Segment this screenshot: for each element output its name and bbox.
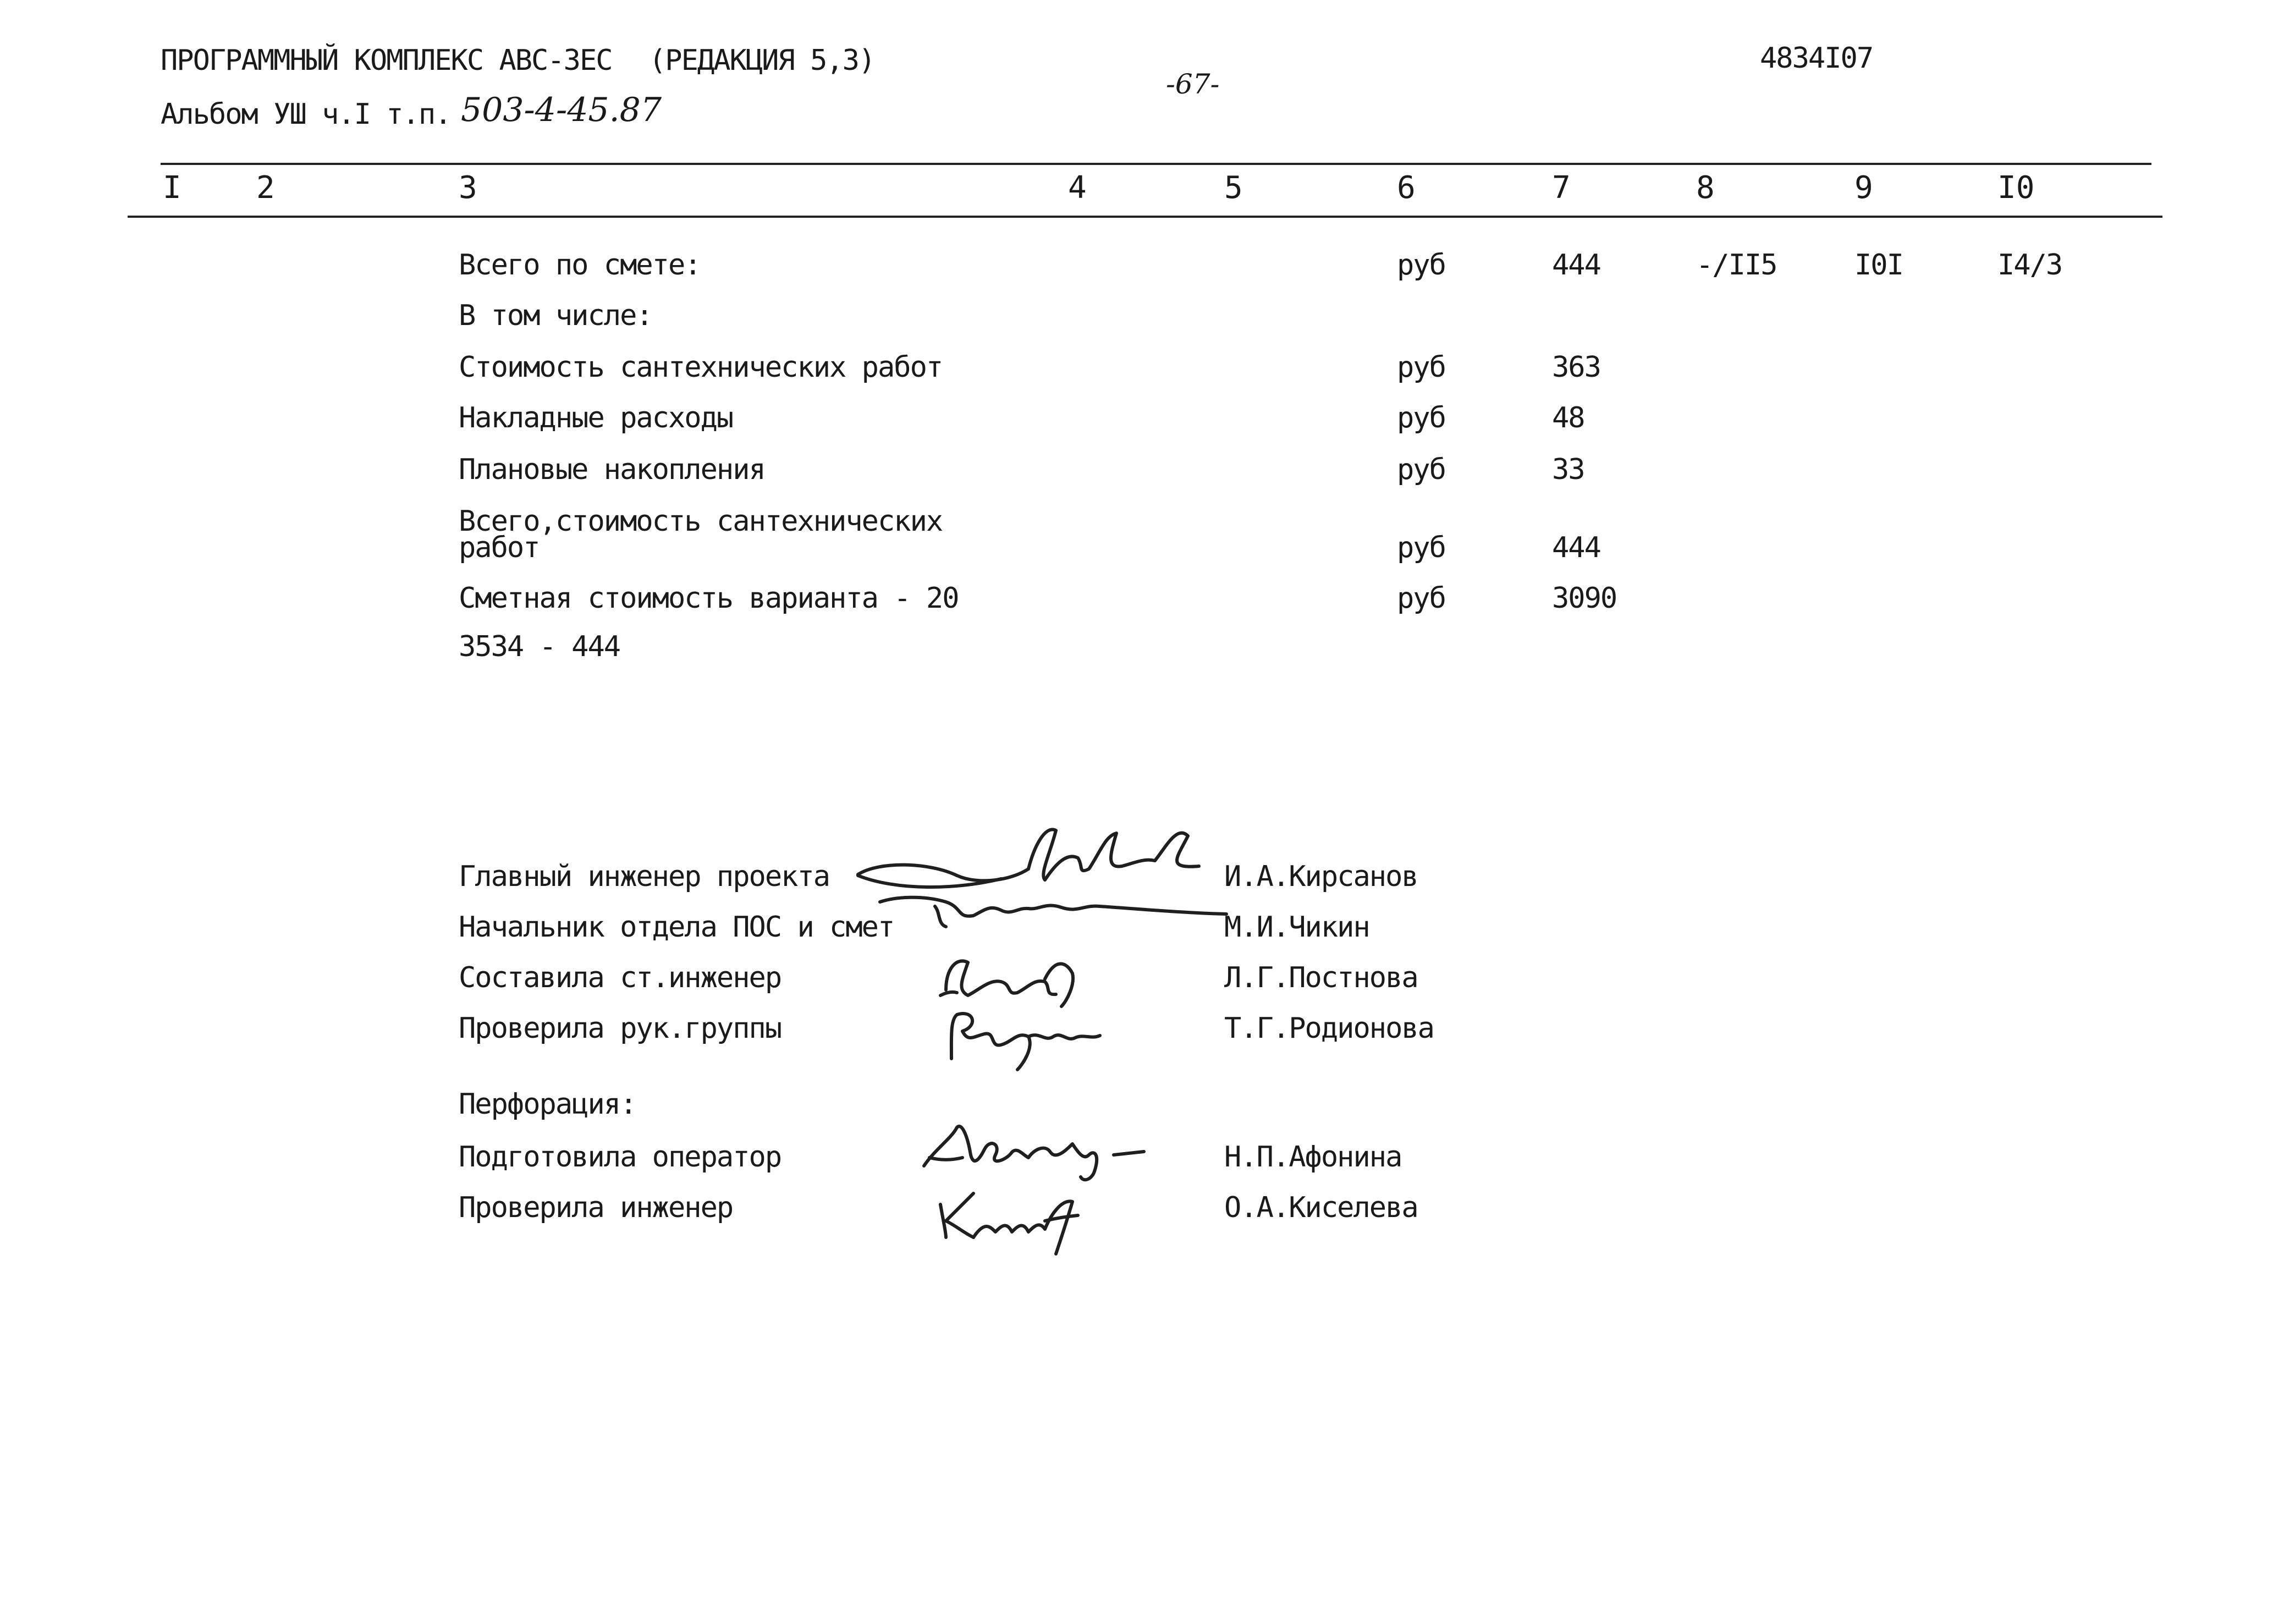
table-row-unit: руб — [1397, 453, 1445, 486]
perforation-label: Перфорация: — [459, 1088, 636, 1121]
table-row-unit: руб — [1397, 401, 1445, 434]
signature-name: М.И.Чикин — [1224, 911, 1369, 944]
column-header-1: I — [163, 170, 181, 206]
table-row-col8: -/II5 — [1696, 249, 1777, 282]
signature-name: Л.Г.Постнова — [1224, 961, 1418, 994]
table-row-col7: 363 — [1552, 351, 1600, 384]
signature-role: Проверила инженер — [459, 1191, 733, 1224]
signature-role: Составила ст.инженер — [459, 961, 781, 994]
table-row-col10: I4/3 — [1997, 249, 2062, 282]
signature-scribble-inspector — [929, 1177, 1105, 1259]
table-row-unit: руб — [1397, 531, 1445, 564]
signature-role: Главный инженер проекта — [459, 860, 830, 893]
table-row-name-continued: работ — [459, 531, 540, 564]
table-row-name: Накладные расходы — [459, 401, 733, 434]
table-row-unit: руб — [1397, 351, 1445, 384]
column-header-7: 7 — [1552, 170, 1571, 206]
table-row-name: В том числе: — [459, 299, 652, 332]
album-ref: 503-4-45.87 — [461, 91, 662, 129]
signature-scribble-group-head — [935, 998, 1111, 1075]
signature-role: Подготовила оператор — [459, 1141, 781, 1174]
table-row-name: Стоимость сантехнических работ — [459, 351, 943, 384]
table-row-col9: I0I — [1854, 249, 1903, 282]
table-row-name: 3534 - 444 — [459, 630, 620, 663]
table-row-col7: 444 — [1552, 531, 1600, 564]
signature-name: И.А.Кирсанов — [1224, 860, 1418, 893]
column-header-4: 4 — [1068, 170, 1087, 206]
column-header-10: I0 — [1997, 170, 2035, 206]
column-header-9: 9 — [1854, 170, 1873, 206]
signature-name: О.А.Киселева — [1224, 1191, 1418, 1224]
table-row-col7: 33 — [1552, 453, 1584, 486]
doc-number: 4834I07 — [1760, 42, 1873, 75]
table-row-col7: 444 — [1552, 249, 1600, 282]
signature-name: Н.П.Афонина — [1224, 1141, 1402, 1174]
table-row-name: Всего по смете: — [459, 249, 701, 282]
column-header-2: 2 — [256, 170, 275, 206]
table-row-name: Плановые накопления — [459, 453, 765, 486]
program-title: ПРОГРАММНЫЙ КОМПЛЕКС АВС-3ЕС — [161, 44, 612, 77]
table-row-col7: 48 — [1552, 401, 1584, 434]
signature-scribble-operator — [918, 1105, 1160, 1188]
table-row-unit: руб — [1397, 582, 1445, 615]
signature-scribble-department-head — [874, 885, 1232, 940]
column-header-5: 5 — [1224, 170, 1243, 206]
column-header-3: 3 — [459, 170, 477, 206]
signature-name: Т.Г.Родионова — [1224, 1012, 1434, 1045]
column-header-8: 8 — [1696, 170, 1715, 206]
table-row-name: Сметная стоимость варианта - 20 — [459, 582, 959, 615]
column-header-6: 6 — [1397, 170, 1416, 206]
table-row-name: Всего,стоимость сантехнических — [459, 505, 943, 538]
signature-role: Проверила рук.группы — [459, 1012, 781, 1045]
album-label: Альбом УШ ч.I т.п. — [161, 98, 451, 131]
edition-label: (РЕДАКЦИЯ 5,3) — [649, 44, 875, 77]
table-row-unit: руб — [1397, 249, 1445, 282]
signature-role: Начальник отдела ПОС и смет — [459, 911, 894, 944]
page-number: -67- — [1166, 68, 1220, 100]
table-header-rule — [128, 216, 2162, 218]
table-top-rule — [161, 163, 2151, 165]
table-row-col7: 3090 — [1552, 582, 1617, 615]
